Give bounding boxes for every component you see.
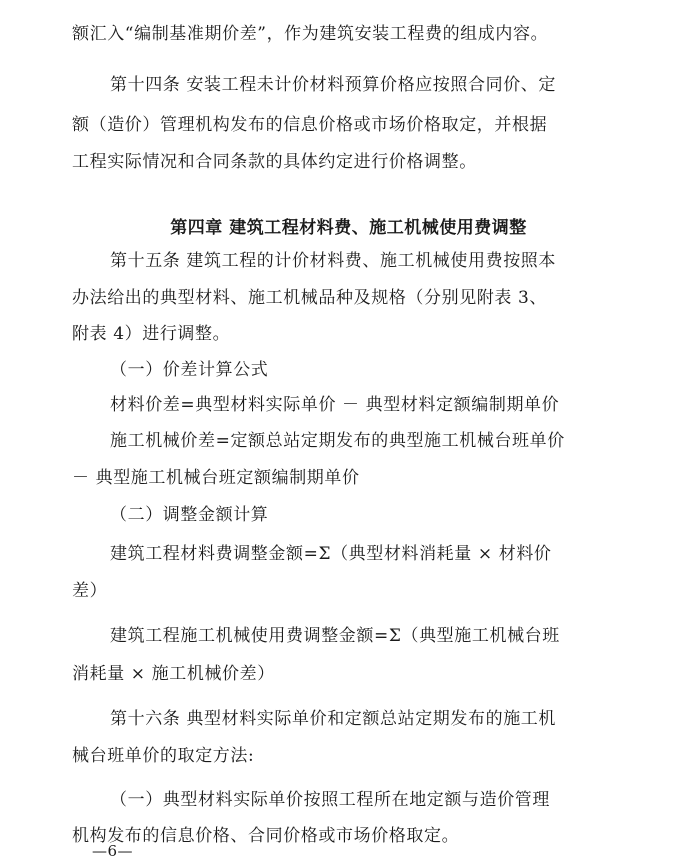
paragraph-line: 建筑工程材料费调整金额=Σ（典型材料消耗量 × 材料价 — [110, 544, 552, 564]
paragraph-line: 施工机械价差=定额总站定期发布的典型施工机械台班单价 — [110, 431, 565, 451]
paragraph-line: 附表 4）进行调整。 — [72, 324, 231, 344]
paragraph-line: 第十四条 安装工程未计价材料预算价格应按照合同价、定 — [110, 75, 557, 95]
paragraph-line: （二）调整金额计算 — [110, 505, 269, 525]
paragraph-line: 材料价差=典型材料实际单价 － 典型材料定额编制期单价 — [110, 395, 560, 415]
paragraph-line: （一）典型材料实际单价按照工程所在地定额与造价管理 — [110, 790, 550, 810]
paragraph-line: 建筑工程施工机械使用费调整金额=Σ（典型施工机械台班 — [110, 626, 560, 646]
paragraph-line: 差） — [72, 581, 108, 601]
paragraph-line: 工程实际情况和合同条款的具体约定进行价格调整。 — [72, 152, 477, 172]
paragraph-line: （一）价差计算公式 — [110, 360, 269, 380]
paragraph-line: 第十六条 典型材料实际单价和定额总站定期发布的施工机 — [110, 709, 557, 729]
page-number: —6— — [92, 842, 134, 860]
paragraph-line: 办法给出的典型材料、施工机械品种及规格（分别见附表 3、 — [72, 288, 548, 308]
paragraph-line: 消耗量 × 施工机械价差） — [72, 664, 275, 684]
paragraph-line: 第十五条 建筑工程的计价材料费、施工机械使用费按照本 — [110, 251, 557, 271]
paragraph-line: 额（造价）管理机构发布的信息价格或市场价格取定，并根据 — [72, 115, 548, 135]
chapter-heading: 第四章 建筑工程材料费、施工机械使用费调整 — [170, 218, 527, 238]
paragraph-line: 额汇入“编制基准期价差”，作为建筑安装工程费的组成内容。 — [72, 24, 549, 44]
paragraph-line: 械台班单价的取定方法: — [72, 746, 255, 766]
paragraph-line: 机构发布的信息价格、合同价格或市场价格取定。 — [72, 826, 460, 846]
paragraph-line: － 典型施工机械台班定额编制期单价 — [72, 468, 360, 488]
